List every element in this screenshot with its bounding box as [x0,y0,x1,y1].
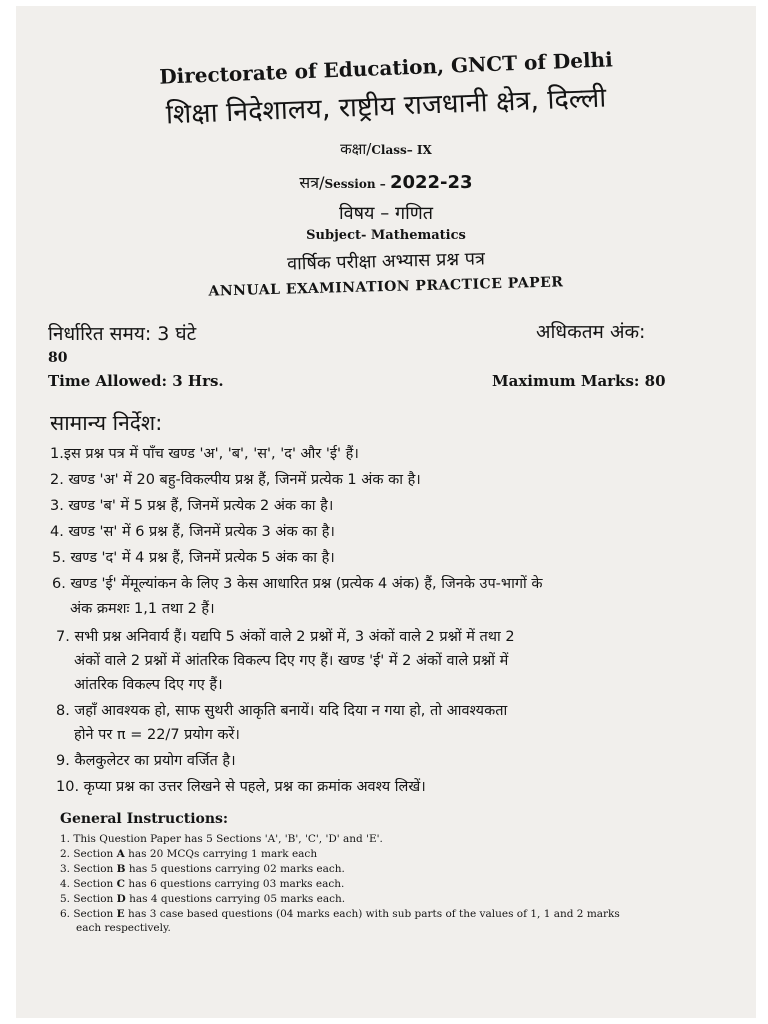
instruction-hi-line: 9. कैलकुलेटर का प्रयोग वर्जित है। [56,753,236,769]
instruction-hi-line: 6. खण्ड 'ई' मेंमूल्यांकन के लिए 3 केस आधारित प्रश्न (प्रत्येक 4 अंक) हैं, जिनके उप-भागों के [52,576,543,592]
class-label-en: Class– IX [371,143,432,157]
document-page [16,6,756,1018]
exam-title-hi: वार्षिक परीक्षा अभ्यास प्रश्न पत्र [286,248,486,275]
directorate-title-en: Directorate of Education, GNCT of Delhi [158,47,614,89]
instruction-hi-line: अंक क्रमशः 1,1 तथा 2 हैं। [70,601,215,617]
time-allowed-en: Time Allowed: 3 Hrs. [48,372,224,390]
instruction-hi-line: अंकों वाले 2 प्रश्नों में आंतरिक विकल्प दिए गए हैं। खण्ड 'ई' में 2 अंकों वाले प्रश्नों में [74,653,509,669]
instruction-en-line: 3. Section B has 5 questions carrying 02 marks each. [60,863,345,875]
instruction-en-line: 1. This Question Paper has 5 Sections 'A', 'B', 'C', 'D' and 'E'. [60,833,383,845]
instruction-en-line: 6. Section E has 3 case based questions (04 marks each) with sub parts of the values of 1, 1 and 2 marks [60,908,620,920]
instruction-hi-line: होने पर π = 22/7 प्रयोग करें। [74,727,240,743]
subject-en: Subject- Mathematics [306,228,466,243]
instruction-en-line: 4. Section C has 6 questions carrying 03 marks each. [60,878,345,890]
instructions-title-en: General Instructions: [60,811,229,827]
instruction-hi-line: आंतरिक विकल्प दिए गए हैं। [74,677,223,693]
instructions-title-hi: सामान्य निर्देश: [50,411,163,435]
time-allowed-hi: निर्धारित समय: 3 घंटे [48,323,197,345]
max-marks-hi: अधिकतम अंक: [536,321,646,343]
max-marks-en: Maximum Marks: 80 [492,372,666,390]
instruction-en-line: each respectively. [76,922,171,934]
session-label-hi: सत्र/ [299,173,325,192]
exam-title-en: ANNUAL EXAMINATION PRACTICE PAPER [208,274,564,300]
directorate-title-hi: शिक्षा निदेशालय, राष्ट्रीय राजधानी क्षेत्र, दिल्ली [165,82,607,131]
instruction-hi-line: 8. जहाँ आवश्यक हो, साफ सुथरी आकृति बनायें। यदि दिया न गया हो, तो आवश्यकता [56,703,508,719]
instruction-hi-line: 3. खण्ड 'ब' में 5 प्रश्न हैं, जिनमें प्रत्येक 2 अंक का है। [50,498,334,514]
instruction-en-line: 5. Section D has 4 questions carrying 05 marks each. [60,893,346,905]
instruction-hi-line: 5. खण्ड 'द' में 4 प्रश्न हैं, जिनमें प्रत्येक 5 अंक का है। [52,550,335,566]
instruction-hi-line: 1.इस प्रश्न पत्र में पाँच खण्ड 'अ', 'ब', 'स', 'द' और 'ई' हैं। [50,446,359,462]
class-line [16,139,756,159]
instruction-hi-line: 10. कृप्या प्रश्न का उत्तर लिखने से पहले, प्रश्न का क्रमांक अवश्य लिखें। [56,779,426,795]
instruction-hi-line: 4. खण्ड 'स' में 6 प्रश्न हैं, जिनमें प्रत्येक 3 अंक का है। [50,524,335,540]
subject-hi: विषय – गणित [338,203,434,224]
session-line [16,171,756,193]
session-label-en: Session – [324,177,390,191]
max-marks-value: 80 [48,350,68,366]
instruction-hi-line: 7. सभी प्रश्न अनिवार्य हैं। यद्यपि 5 अंकों वाले 2 प्रश्नों में, 3 अंकों वाले 2 प्रश्नों में तथा 2 [56,629,515,645]
instruction-hi-line: 2. खण्ड 'अ' में 20 बहु-विकल्पीय प्रश्न हैं, जिनमें प्रत्येक 1 अंक का है। [50,472,421,488]
instruction-en-line: 2. Section A has 20 MCQs carrying 1 mark each [60,848,318,860]
session-year: 2022-23 [389,172,473,193]
class-label-hi: कक्षा/ [340,140,372,158]
